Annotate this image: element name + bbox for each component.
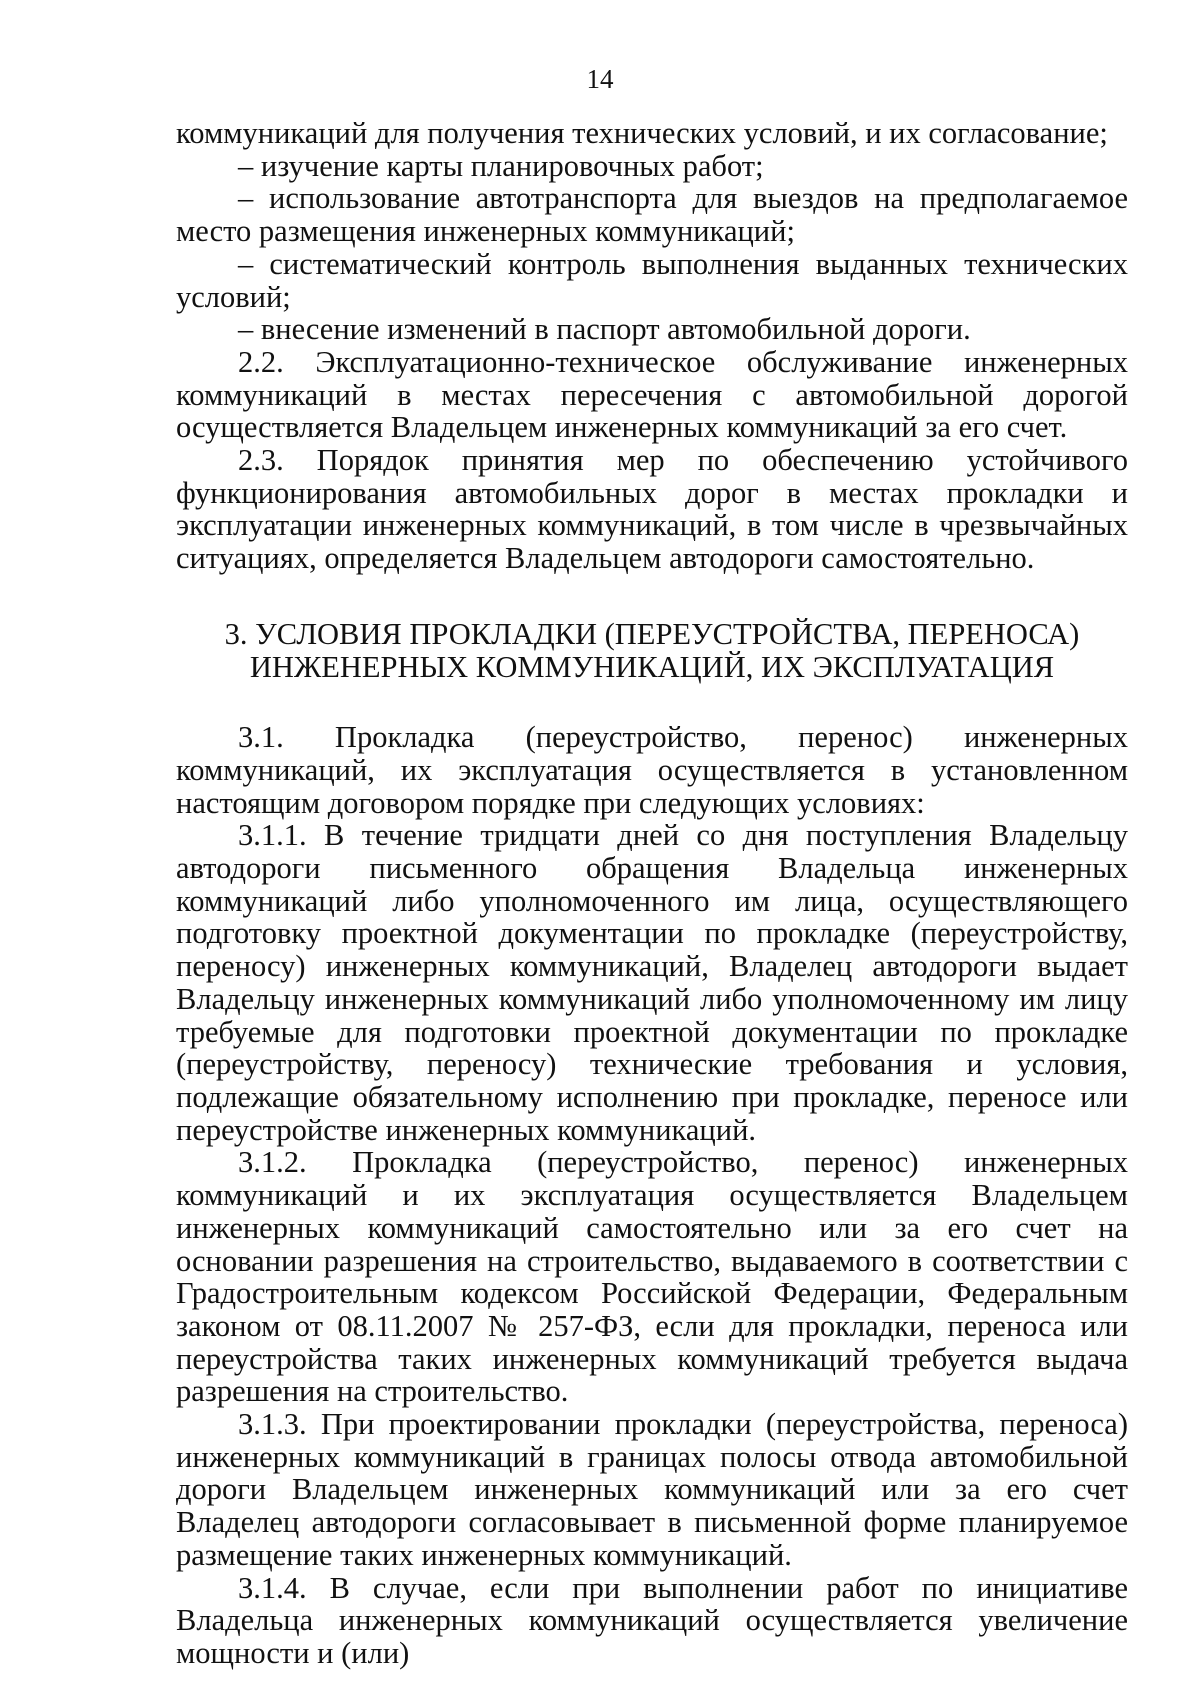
clause-3-1-3: 3.1.3. При проектировании прокладки (переустройства, переноса) инженерных коммуникаций в границах полосы отвода автомобильной дороги Владельцем инженерных коммуникаций или за его счет Владелец автодороги согласовывает в письменной форме планируемое размещение таких инженерных коммуникаций. <box>176 1407 1128 1572</box>
section-heading-line-2: ИНЖЕНЕРНЫХ КОММУНИКАЦИЙ, ИХ ЭКСПЛУАТАЦИЯ <box>249 649 1055 684</box>
list-item-dash: – систематический контроль выполнения выданных технических условий; <box>176 246 1128 314</box>
paragraph-continuation: коммуникаций для получения технических условий, и их согласование; <box>176 116 1108 150</box>
clause-2-3: 2.3. Порядок принятия мер по обеспечению устойчивого функционирования автомобильных дорог в местах прокладки и эксплуатации инженерных коммуникаций, в том числе в чрезвычайных ситуациях, определяется Владельцем автодороги самостоятельно. <box>176 443 1128 576</box>
document-body <box>176 117 1128 1670</box>
section-heading <box>176 618 1128 683</box>
list-item-dash: – использование автотранспорта для выездов на предполагаемое место размещения инженерных коммуникаций; <box>176 181 1128 249</box>
list-item-dash: – изучение карты планировочных работ; <box>238 148 764 183</box>
clause-3-1-4: 3.1.4. В случае, если при выполнении работ по инициативе Владельца инженерных коммуникаций осуществляется увеличение мощности и (или) <box>176 1570 1128 1670</box>
clause-3-1: 3.1. Прокладка (переустройство, перенос) инженерных коммуникаций, их эксплуатация осуществляется в установленном настоящим договором порядке при следующих условиях: <box>176 720 1128 820</box>
page-number: 14 <box>586 64 614 94</box>
list-item-dash: – внесение изменений в паспорт автомобильной дороги. <box>238 312 971 347</box>
section-heading-line-1: 3. УСЛОВИЯ ПРОКЛАДКИ (ПЕРЕУСТРОЙСТВА, ПЕРЕНОСА) <box>224 616 1080 651</box>
clause-2-2: 2.2. Эксплуатационно-техническое обслуживание инженерных коммуникаций в местах пересечения с автомобильной дорогой осуществляется Владельцем инженерных коммуникаций за его счет. <box>176 344 1128 445</box>
clause-3-1-2: 3.1.2. Прокладка (переустройство, перенос) инженерных коммуникаций и их эксплуатация осуществляется Владельцем инженерных коммуникаций самостоятельно или за его счет на основании разрешения на строительство, выдаваемого в соответствии с Градостроительным кодексом Российской Федерации, Федеральным законом от 08.11.2007 № 257-ФЗ, если для прокладки, переноса или переустройства таких инженерных коммуникаций требуется выдача разрешения на строительство. <box>176 1145 1128 1409</box>
clause-3-1-1: 3.1.1. В течение тридцати дней со дня поступления Владельцу автодороги письменного обращения Владельца инженерных коммуникаций либо уполномоченного им лица, осуществляющего подготовку проектной документации по прокладке (переустройству, переносу) инженерных коммуникаций, Владелец автодороги выдает Владельцу инженерных коммуникаций либо уполномоченному им лицу требуемые для подготовки проектной документации по прокладке (переустройству, переносу) технические требования и условия, подлежащие обязательному исполнению при прокладке, переносе или переустройстве инженерных коммуникаций. <box>176 818 1128 1147</box>
